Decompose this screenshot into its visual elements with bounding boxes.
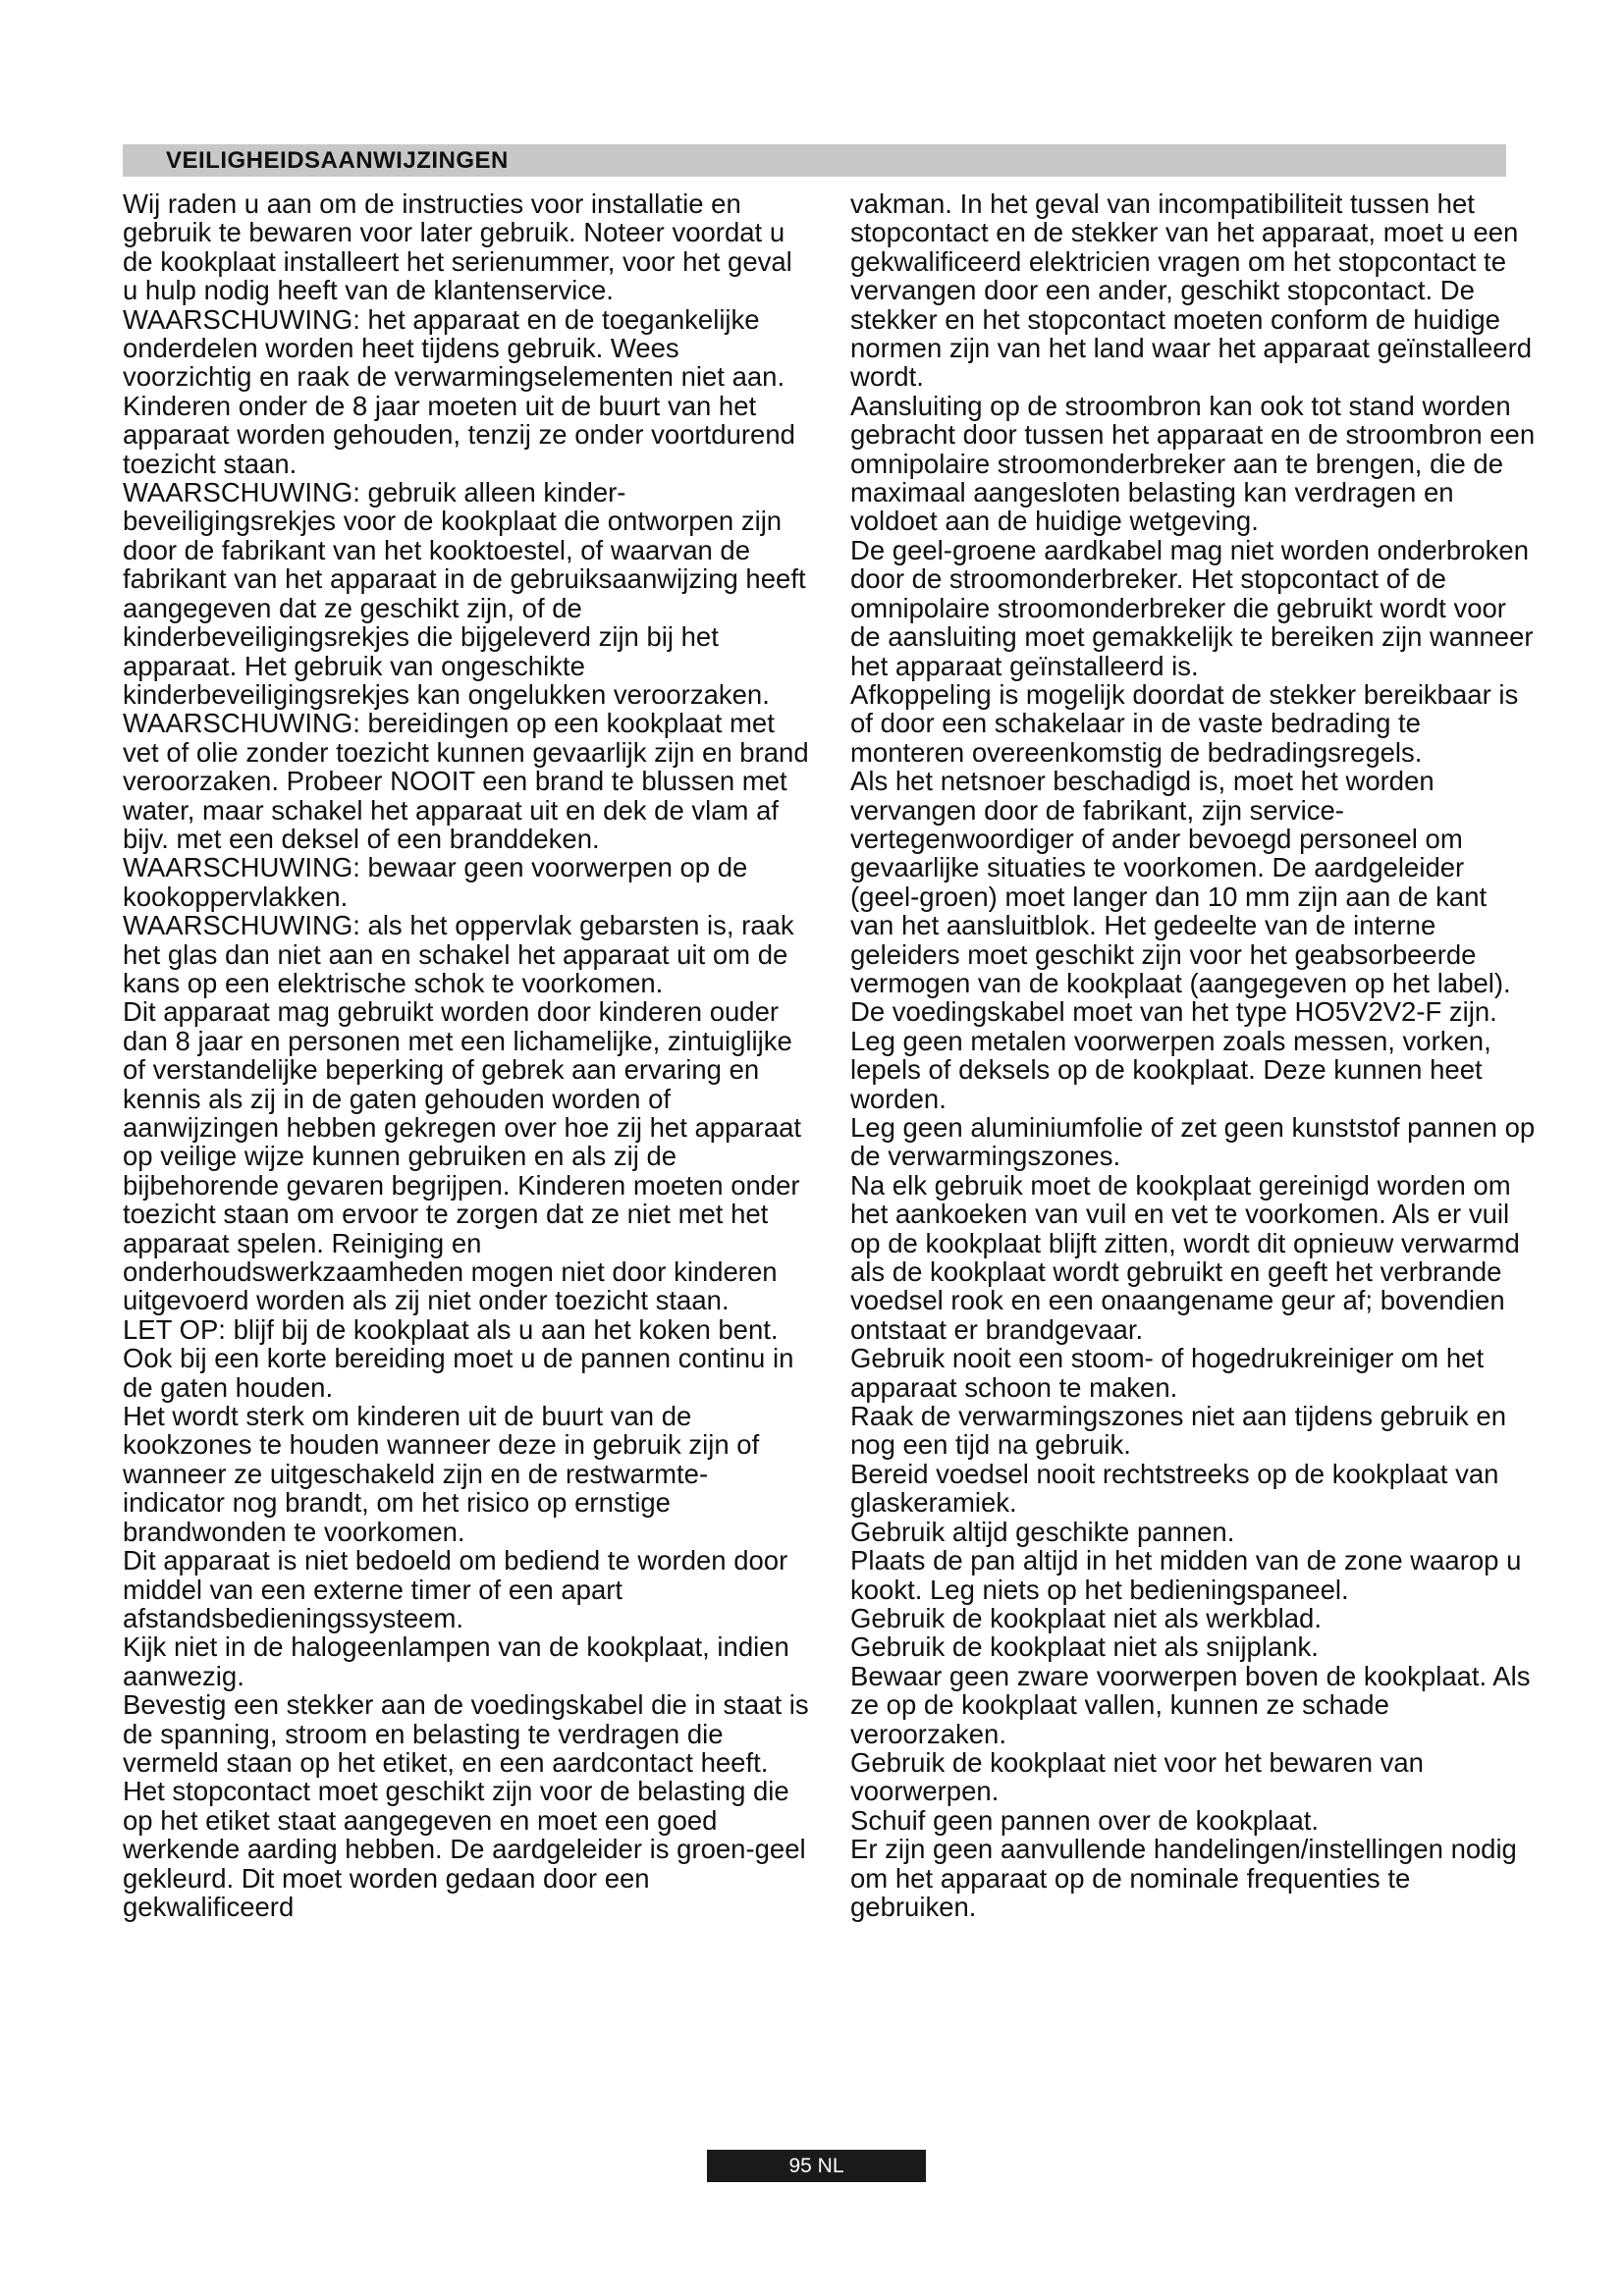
- paragraph: Bevestig een stekker aan de voedingskabel die in staat is de spanning, stroom en belasting te verdragen die vermeld staan op het etiket, en een aardcontact heeft. Het stopcontact moet geschikt zijn voor de belasting die op het etiket staat aangegeven en moet een goed werkende aarding hebben. De aardgeleider is groen-geel gekleurd. Dit moet worden gedaan door een gekwalificeerd: [123, 1689, 809, 1922]
- left-column: [123, 189, 810, 1921]
- paragraph: Bewaar geen zware voorwerpen boven de kookplaat. Als ze op de kookplaat vallen, kunnen ze schade veroorzaken.: [850, 1660, 1531, 1749]
- paragraph: Bereid voedsel nooit rechtstreeks op de kookplaat van glaskeramiek.: [850, 1458, 1499, 1519]
- paragraph: Plaats de pan altijd in het midden van de zone waarop u kookt. Leg niets op het bedieningspaneel.: [850, 1545, 1522, 1605]
- paragraph: De geel-groene aardkabel mag niet worden onderbroken door de stroomonderbreker. Het stopcontact of de omnipolaire stroomonderbreker die gebruikt wordt voor de aansluiting moet gemakkelijk te bereiken zijn wanneer het apparaat geïnstalleerd is.: [850, 534, 1534, 681]
- paragraph: WAARSCHUWING: gebruik alleen kinder-beveiligingsrekjes voor de kookplaat die ontworpen zijn door de fabrikant van het kooktoestel, of waarvan de fabrikant van het apparaat in de gebruiksaanwijzing heeft aangegeven dat ze geschikt zijn, of de kinderbeveiligingsrekjes die bijgeleverd zijn bij het apparaat. Het gebruik van ongeschikte kinderbeveiligingsrekjes kan ongelukken veroorzaken.: [123, 477, 806, 710]
- paragraph: WAARSCHUWING: bereidingen op een kookplaat met vet of olie zonder toezicht kunnen gevaarlijk zijn en brand veroorzaken. Probeer NOOIT een brand te blussen met water, maar schakel het apparaat uit en dek de vlam af bijv. met een deksel of een branddeken.: [123, 708, 809, 854]
- paragraph: Dit apparaat mag gebruikt worden door kinderen ouder dan 8 jaar en personen met een lichamelijke, zintuiglijke of verstandelijke beperking of gebrek aan ervaring en kennis als zij in de gaten gehouden worden of aanwijzingen hebben gekregen over hoe zij het apparaat op veilige wijze kunnen gebruiken en als zij de bijbehorende gevaren begrijpen. Kinderen moeten onder toezicht staan om ervoor te zorgen dat ze niet met het apparaat spelen. Reiniging en onderhoudswerkzaamheden mogen niet door kinderen uitgevoerd worden als zij niet onder toezicht staan.: [123, 996, 802, 1316]
- page-number-badge: [707, 2150, 926, 2182]
- section-title: VEILIGHEIDSAANWIJZINGEN: [166, 147, 509, 174]
- paragraph: Kijk niet in de halogeenlampen van de kookplaat, indien aanwezig.: [123, 1631, 789, 1691]
- page-number: 95 NL: [788, 2155, 844, 2177]
- paragraph: Er zijn geen aanvullende handelingen/instellingen nodig om het apparaat op de nominale frequenties te gebruiken.: [850, 1834, 1517, 1922]
- paragraph: Afkoppeling is mogelijk doordat de stekker bereikbaar is of door een schakelaar in de vaste bedrading te monteren overeenkomstig de bedradingsregels.: [850, 678, 1519, 768]
- paragraph: Na elk gebruik moet de kookplaat gereinigd worden om het aankoeken van vuil en vet te voorkomen. Als er vuil op de kookplaat blijft zitten, wordt dit opnieuw verwarmd als de kookplaat wordt gebruikt en geeft het verbrande voedsel rook en een onaangename geur af; bovendien ontstaat er brandgevaar.: [850, 1169, 1520, 1345]
- paragraph: WAARSCHUWING: het apparaat en de toegankelijke onderdelen worden heet tijdens gebruik. Wees voorzichtig en raak de verwarmingselementen niet aan. Kinderen onder de 8 jaar moeten uit de buurt van het apparaat worden gehouden, tenzij ze onder voortdurend toezicht staan.: [123, 303, 795, 479]
- paragraph: Het wordt sterk om kinderen uit de buurt van de kookzones te houden wanneer deze in gebruik zijn of wanneer ze uitgeschakeld zijn en de restwarmte-indicator nog brandt, om het risico op ernstige brandwonden te voorkomen.: [123, 1401, 760, 1547]
- paragraph: Gebruik de kookplaat niet voor het bewaren van voorwerpen.: [850, 1746, 1424, 1807]
- paragraph: Schuif geen pannen over de kookplaat.: [850, 1804, 1320, 1836]
- paragraph: Als het netsnoer beschadigd is, moet het worden vervangen door de fabrikant, zijn service-vertegenwoordiger of ander bevoegd personeel om gevaarlijke situaties te voorkomen. De aardgeleider (geel-groen) moet langer dan 10 mm zijn aan de kant van het aansluitblok. Het gedeelte van de interne geleiders moet geschikt zijn voor het geabsorbeerde vermogen van de kookplaat (aangegeven op het label). De voedingskabel moet van het type HO5V2V2-F zijn.: [850, 766, 1511, 1028]
- paragraph: Gebruik de kookplaat niet als werkblad.: [850, 1602, 1322, 1633]
- paragraph: Raak de verwarmingszones niet aan tijdens gebruik en nog een tijd na gebruik.: [850, 1401, 1507, 1461]
- section-header: [123, 144, 1506, 177]
- paragraph: Dit apparaat is niet bedoeld om bediend te worden door middel van een externe timer of een apart afstandsbedieningssysteem.: [123, 1545, 788, 1633]
- paragraph: Gebruik altijd geschikte pannen.: [850, 1516, 1235, 1547]
- paragraph: WAARSCHUWING: bewaar geen voorwerpen op de kookoppervlakken.: [123, 852, 748, 912]
- paragraph: vakman. In het geval van incompatibiliteit tussen het stopcontact en de stekker van het apparaat, moet u een gekwalificeerd elektricien vragen om het stopcontact te vervangen door een ander, geschikt stopcontact. De stekker en het stopcontact moeten conform de huidige normen zijn van het land waar het apparaat geïnstalleerd wordt.: [850, 188, 1533, 393]
- paragraph: Gebruik de kookplaat niet als snijplank.: [850, 1631, 1319, 1663]
- paragraph: Gebruik nooit een stoom- of hogedrukreiniger om het apparaat schoon te maken.: [850, 1343, 1485, 1403]
- paragraph: Wij raden u aan om de instructies voor installatie en gebruik te bewaren voor later gebruik. Noteer voordat u de kookplaat installeert het serienummer, voor het geval u hulp nodig heeft van de klantenservice.: [123, 188, 792, 306]
- paragraph: Leg geen metalen voorwerpen zoals messen, vorken, lepels of deksels op de kookplaat. Deze kunnen heet worden.: [850, 1025, 1491, 1114]
- paragraph: WAARSCHUWING: als het oppervlak gebarsten is, raak het glas dan niet aan en schakel het apparaat uit om de kans op een elektrische schok te voorkomen.: [123, 910, 794, 998]
- right-column: [850, 189, 1538, 1921]
- paragraph: LET OP: blijf bij de kookplaat als u aan het koken bent. Ook bij een korte bereiding moet u de pannen continu in de gaten houden.: [123, 1313, 794, 1403]
- paragraph: Aansluiting op de stroombron kan ook tot stand worden gebracht door tussen het apparaat en de stroombron een omnipolaire stroomonderbreker aan te brengen, die de maximaal aangesloten belasting kan verdragen en voldoet aan de huidige wetgeving.: [850, 390, 1536, 537]
- paragraph: Leg geen aluminiumfolie of zet geen kunststof pannen op de verwarmingszones.: [850, 1112, 1536, 1172]
